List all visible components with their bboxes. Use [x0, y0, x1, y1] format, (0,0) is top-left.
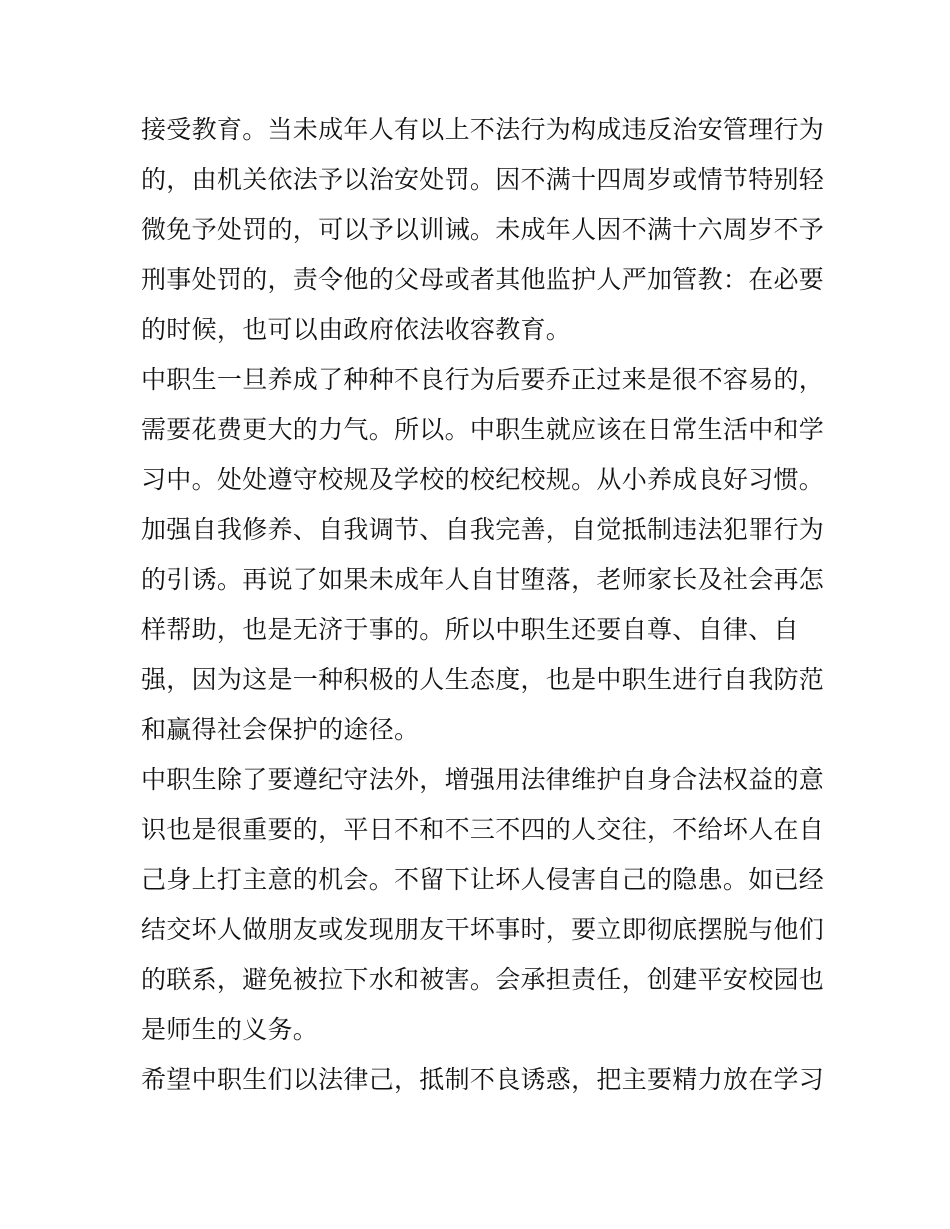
- text-line-2: 的，由机关依法予以治安处罚。因不满十四周岁或情节特别轻: [141, 165, 825, 194]
- text-line-3: 微免予处罚的，可以予以训诫。未成年人因不满十六周岁不予: [141, 215, 825, 244]
- text-line-14: 中职生除了要遵纪守法外，增强用法律维护自身合法权益的意: [141, 765, 825, 794]
- text-line-4: 刑事处罚的，责令他的父母或者其他监护人严加管教：在必要: [141, 265, 825, 294]
- text-line-20: 希望中职生们以法律己，抵制不良诱惑，把主要精力放在学习: [141, 1065, 825, 1094]
- text-line-19: 是师生的义务。: [141, 1015, 319, 1044]
- text-line-18: 的联系，避免被拉下水和被害。会承担责任，创建平安校园也: [141, 965, 825, 994]
- text-line-8: 习中。处处遵守校规及学校的校纪校规。从小养成良好习惯。: [141, 465, 825, 494]
- text-line-15: 识也是很重要的，平日不和不三不四的人交往，不给坏人在自: [141, 815, 825, 844]
- text-line-5: 的时候，也可以由政府依法收容教育。: [141, 315, 572, 344]
- text-line-17: 结交坏人做朋友或发现朋友干坏事时，要立即彻底摆脱与他们: [141, 915, 825, 944]
- text-line-9: 加强自我修养、自我调节、自我完善，自觉抵制违法犯罪行为: [141, 515, 825, 544]
- text-line-1: 接受教育。当未成年人有以上不法行为构成违反治安管理行为: [141, 115, 825, 144]
- text-line-13: 和赢得社会保护的途径。: [141, 715, 420, 744]
- text-line-12: 强，因为这是一种积极的人生态度，也是中职生进行自我防范: [141, 665, 825, 694]
- text-line-11: 样帮助，也是无济于事的。所以中职生还要自尊、自律、自: [141, 615, 799, 644]
- text-line-6: 中职生一旦养成了种种不良行为后要乔正过来是很不容易的，: [141, 365, 825, 394]
- text-line-7: 需要花费更大的力气。所以。中职生就应该在日常生活中和学: [141, 415, 825, 444]
- text-line-10: 的引诱。再说了如果未成年人自甘堕落，老师家长及社会再怎: [141, 565, 825, 594]
- text-line-16: 己身上打主意的机会。不留下让坏人侵害自己的隐患。如已经: [141, 865, 825, 894]
